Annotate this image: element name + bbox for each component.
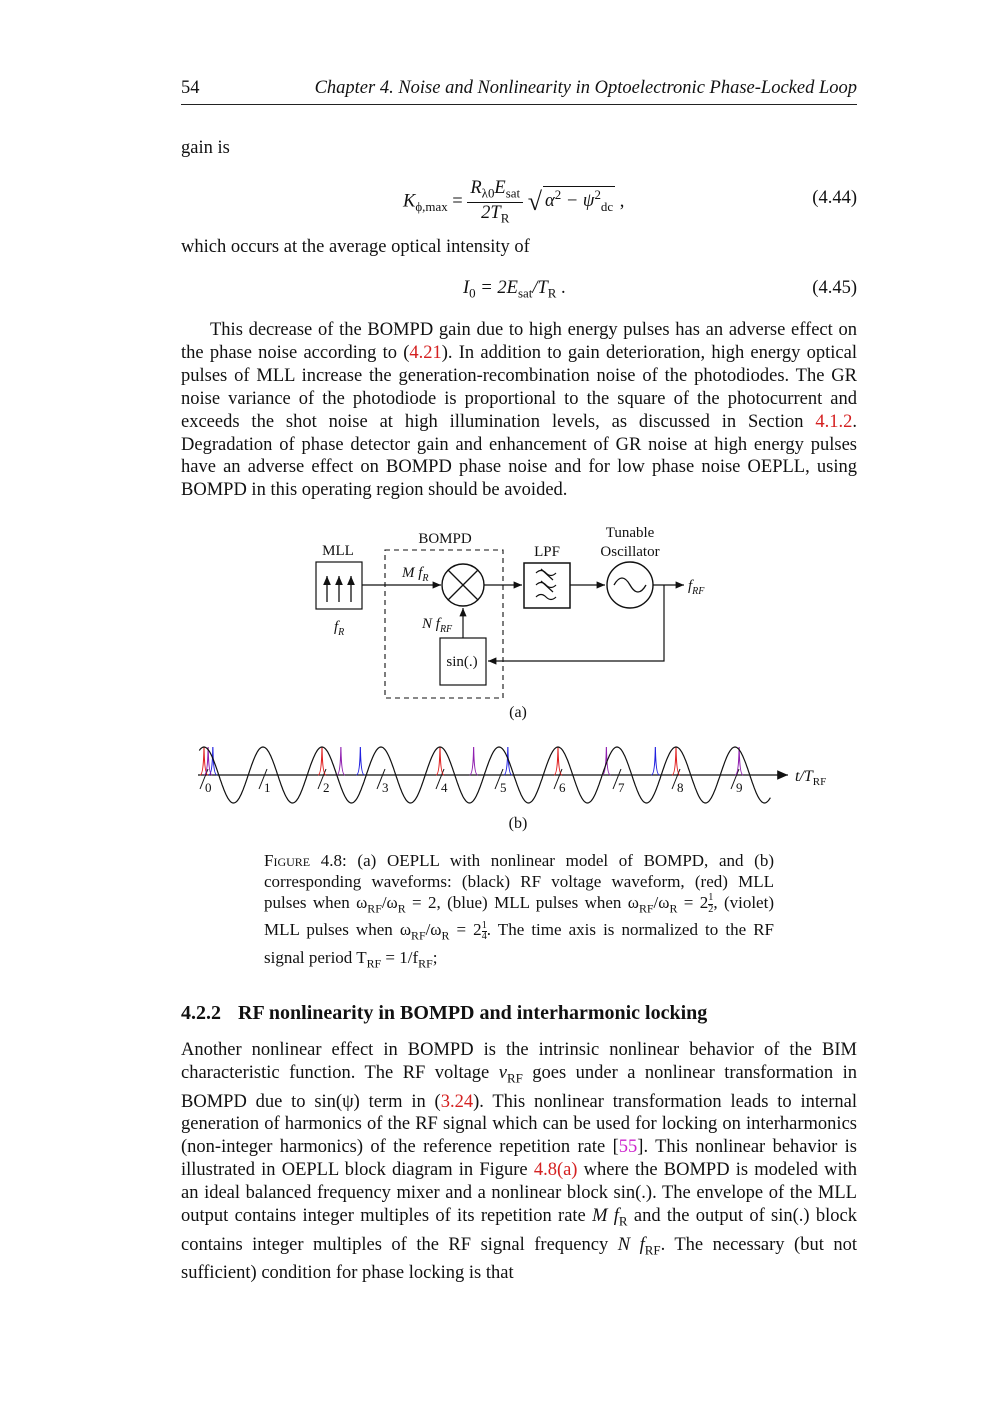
figure-caption: Figure 4.8: (a) OEPLL with nonlinear model of BOMPD, and (b) corresponding waveforms: (black) RF voltage waveform, (red) MLL pulses when $\omega_{RF}/\omega_R = 2$, (blue) MLL pulses when $\omega_{RF}/\omega_R = 2$ $\frac{1}{2}$ , (violet) MLL pulses when $\omega_{RF}/\omega_R = 2$ $\frac{1}{4}$ . The time axis is normalized to the RF signal period $T_{RF} = 1/f_{RF}$; <box>264 851 775 971</box>
eq-num-r-sub: λ0 <box>481 185 495 201</box>
p1-part3: . Degradation of phase detector gain and enhancement of GR noise at high energy pulses have an adverse effect on BOMPD phase noise and for low phase noise OEPLL, using BOMPD in this operating region should be avoided. <box>181 411 857 501</box>
caption-b: (b) <box>508 815 528 832</box>
blue-pulse <box>356 747 364 775</box>
eq2-div-sub: R <box>547 285 557 301</box>
mll-pulses <box>200 747 743 775</box>
lpf-label: LPF <box>534 544 560 560</box>
eq-den: 2T <box>481 202 501 223</box>
tick-label: 9 <box>736 780 743 795</box>
eq2-tail: . <box>556 278 566 298</box>
paragraph-between: which occurs at the average optical intensity of <box>181 237 530 257</box>
tick-label: 3 <box>382 780 389 795</box>
eq-lhs-sub: ϕ,max <box>415 199 448 215</box>
eq-sqrt: $\alpha^2 - \psi^2_{dc}$ <box>545 187 614 215</box>
frf-label: $f_{RF}$ <box>688 578 705 597</box>
feedback-path <box>488 585 664 661</box>
tick-label: 5 <box>500 780 507 795</box>
intro-text: gain is <box>181 138 230 158</box>
citation-link-55[interactable]: 55 <box>618 1137 638 1158</box>
eq-num-e: E <box>494 178 506 198</box>
eq-alpha: α <box>545 191 555 212</box>
tick-label: 8 <box>677 780 684 795</box>
equation-4-45 <box>181 278 857 304</box>
section-title: RF nonlinearity in BOMPD and interharmonic locking <box>238 1002 708 1024</box>
waveform-plot <box>190 735 850 805</box>
equation-ref-link[interactable]: 4.21 <box>409 342 442 363</box>
equation-ref-link-3-24[interactable]: 3.24 <box>440 1091 474 1112</box>
section-heading <box>181 1002 707 1025</box>
osc-label-2: Oscillator <box>600 544 660 560</box>
p1-part1: This decrease of the BOMPD gain due to high energy pulses has an adverse effect on the phase noise according to ( <box>181 320 857 363</box>
figure-label: Figure 4.8: <box>264 851 347 870</box>
time-axis-label: $t/T_{RF}$ <box>795 768 827 788</box>
eq-lhs: K <box>403 191 416 212</box>
equation-4-44: $K_{\phi,max}$ = $\frac{R_{\lambda 0}E_{sat}}{2T_R}$ √ $\alpha^2 - \psi^2_{dc}$ , (4.44) <box>403 178 857 226</box>
tick-label: 4 <box>441 780 448 795</box>
lpf-filter-icon <box>536 569 556 600</box>
blue-pulse <box>504 747 512 775</box>
eq2-i: I <box>463 278 470 298</box>
eq2-div: /T <box>532 278 548 298</box>
tick-label: 7 <box>618 780 625 795</box>
tick-label: 2 <box>323 780 330 795</box>
eq-den-sub: R <box>500 210 510 226</box>
figure-ref-link[interactable]: 4.8(a) <box>533 1160 578 1181</box>
page-header <box>181 78 857 105</box>
equation-number-4-44: (4.44) <box>812 188 857 208</box>
pulse-arrows-icon <box>327 576 351 602</box>
tick-label: 6 <box>559 780 566 795</box>
eq-num-e-sub: sat <box>505 185 521 201</box>
mfr-label: M $f_R$ <box>402 565 429 584</box>
chapter-title: Chapter 4. Noise and Nonlinearity in Optoelectronic Phase-Locked Loop <box>314 78 857 98</box>
violet-pulse <box>470 747 478 775</box>
sin-block-label: sin(.) <box>446 654 478 670</box>
equation-number-4-45: (4.45) <box>812 278 857 298</box>
violet-pulse <box>337 747 345 775</box>
section-number: 4.2.2 <box>181 1002 221 1024</box>
eq2-mid-sub: sat <box>517 285 533 301</box>
bompd-label: BOMPD <box>418 531 472 547</box>
violet-pulse <box>735 747 743 775</box>
eq-tail: , <box>615 191 625 212</box>
eq-num-r: R <box>470 178 482 198</box>
p1-part2: ). In addition to gain deterioration, high energy optical pulses of MLL increase the generation-recombination noise of the photodiodes. The GR noise variance of the photodiode is proportional to the square of the photocurrent and exceeds the shot noise at high illumination levels, as discussed in Section <box>181 342 857 432</box>
mll-label: MLL <box>322 543 354 559</box>
oepll-block-diagram <box>300 520 720 725</box>
nfrf-label: N $f_{RF}$ <box>422 616 453 635</box>
eq-psi-sub: dc <box>600 199 614 215</box>
page-number: 54 <box>181 78 200 98</box>
eq-psi: − ψ <box>561 191 595 212</box>
eq2-i-sub: 0 <box>469 285 476 301</box>
eq2-mid: = 2E <box>475 278 518 298</box>
caption-a: (a) <box>509 704 527 721</box>
tick-label: 1 <box>264 780 271 795</box>
paragraph-2: Another nonlinear effect in BOMPD is the intrinsic nonlinear behavior of the BIM characteristic function. The RF voltage $v_{RF}$ goes under a nonlinear transformation in BOMPD due to sin(ψ) term in (3.24). This nonlinear transformation leads to internal generation of harmonics of the RF signal which can be used for locking on interharmonics (non-integer harmonics) of the reference repetition rate [55]. This nonlinear behavior is illustrated in OEPLL block diagram in Figure 4.8(a) where the BOMPD is modeled with an ideal balanced frequency mixer and a nonlinear block sin(.). The envelope of the MLL output contains integer multiples of its repetition rate M $f_R$ and the output of sin(.) block contains integer multiples of the RF signal frequency N $f_{RF}$. The necessary (but not sufficient) condition for phase locking is that <box>181 1040 858 1284</box>
osc-label-1: Tunable <box>605 525 655 541</box>
eq-fraction <box>467 178 523 226</box>
section-ref-link[interactable]: 4.1.2 <box>815 411 853 432</box>
tick-label: 0 <box>205 780 212 795</box>
fr-label: $f_R$ <box>334 619 345 638</box>
blue-pulse <box>651 747 659 775</box>
paragraph-1 <box>181 319 857 502</box>
